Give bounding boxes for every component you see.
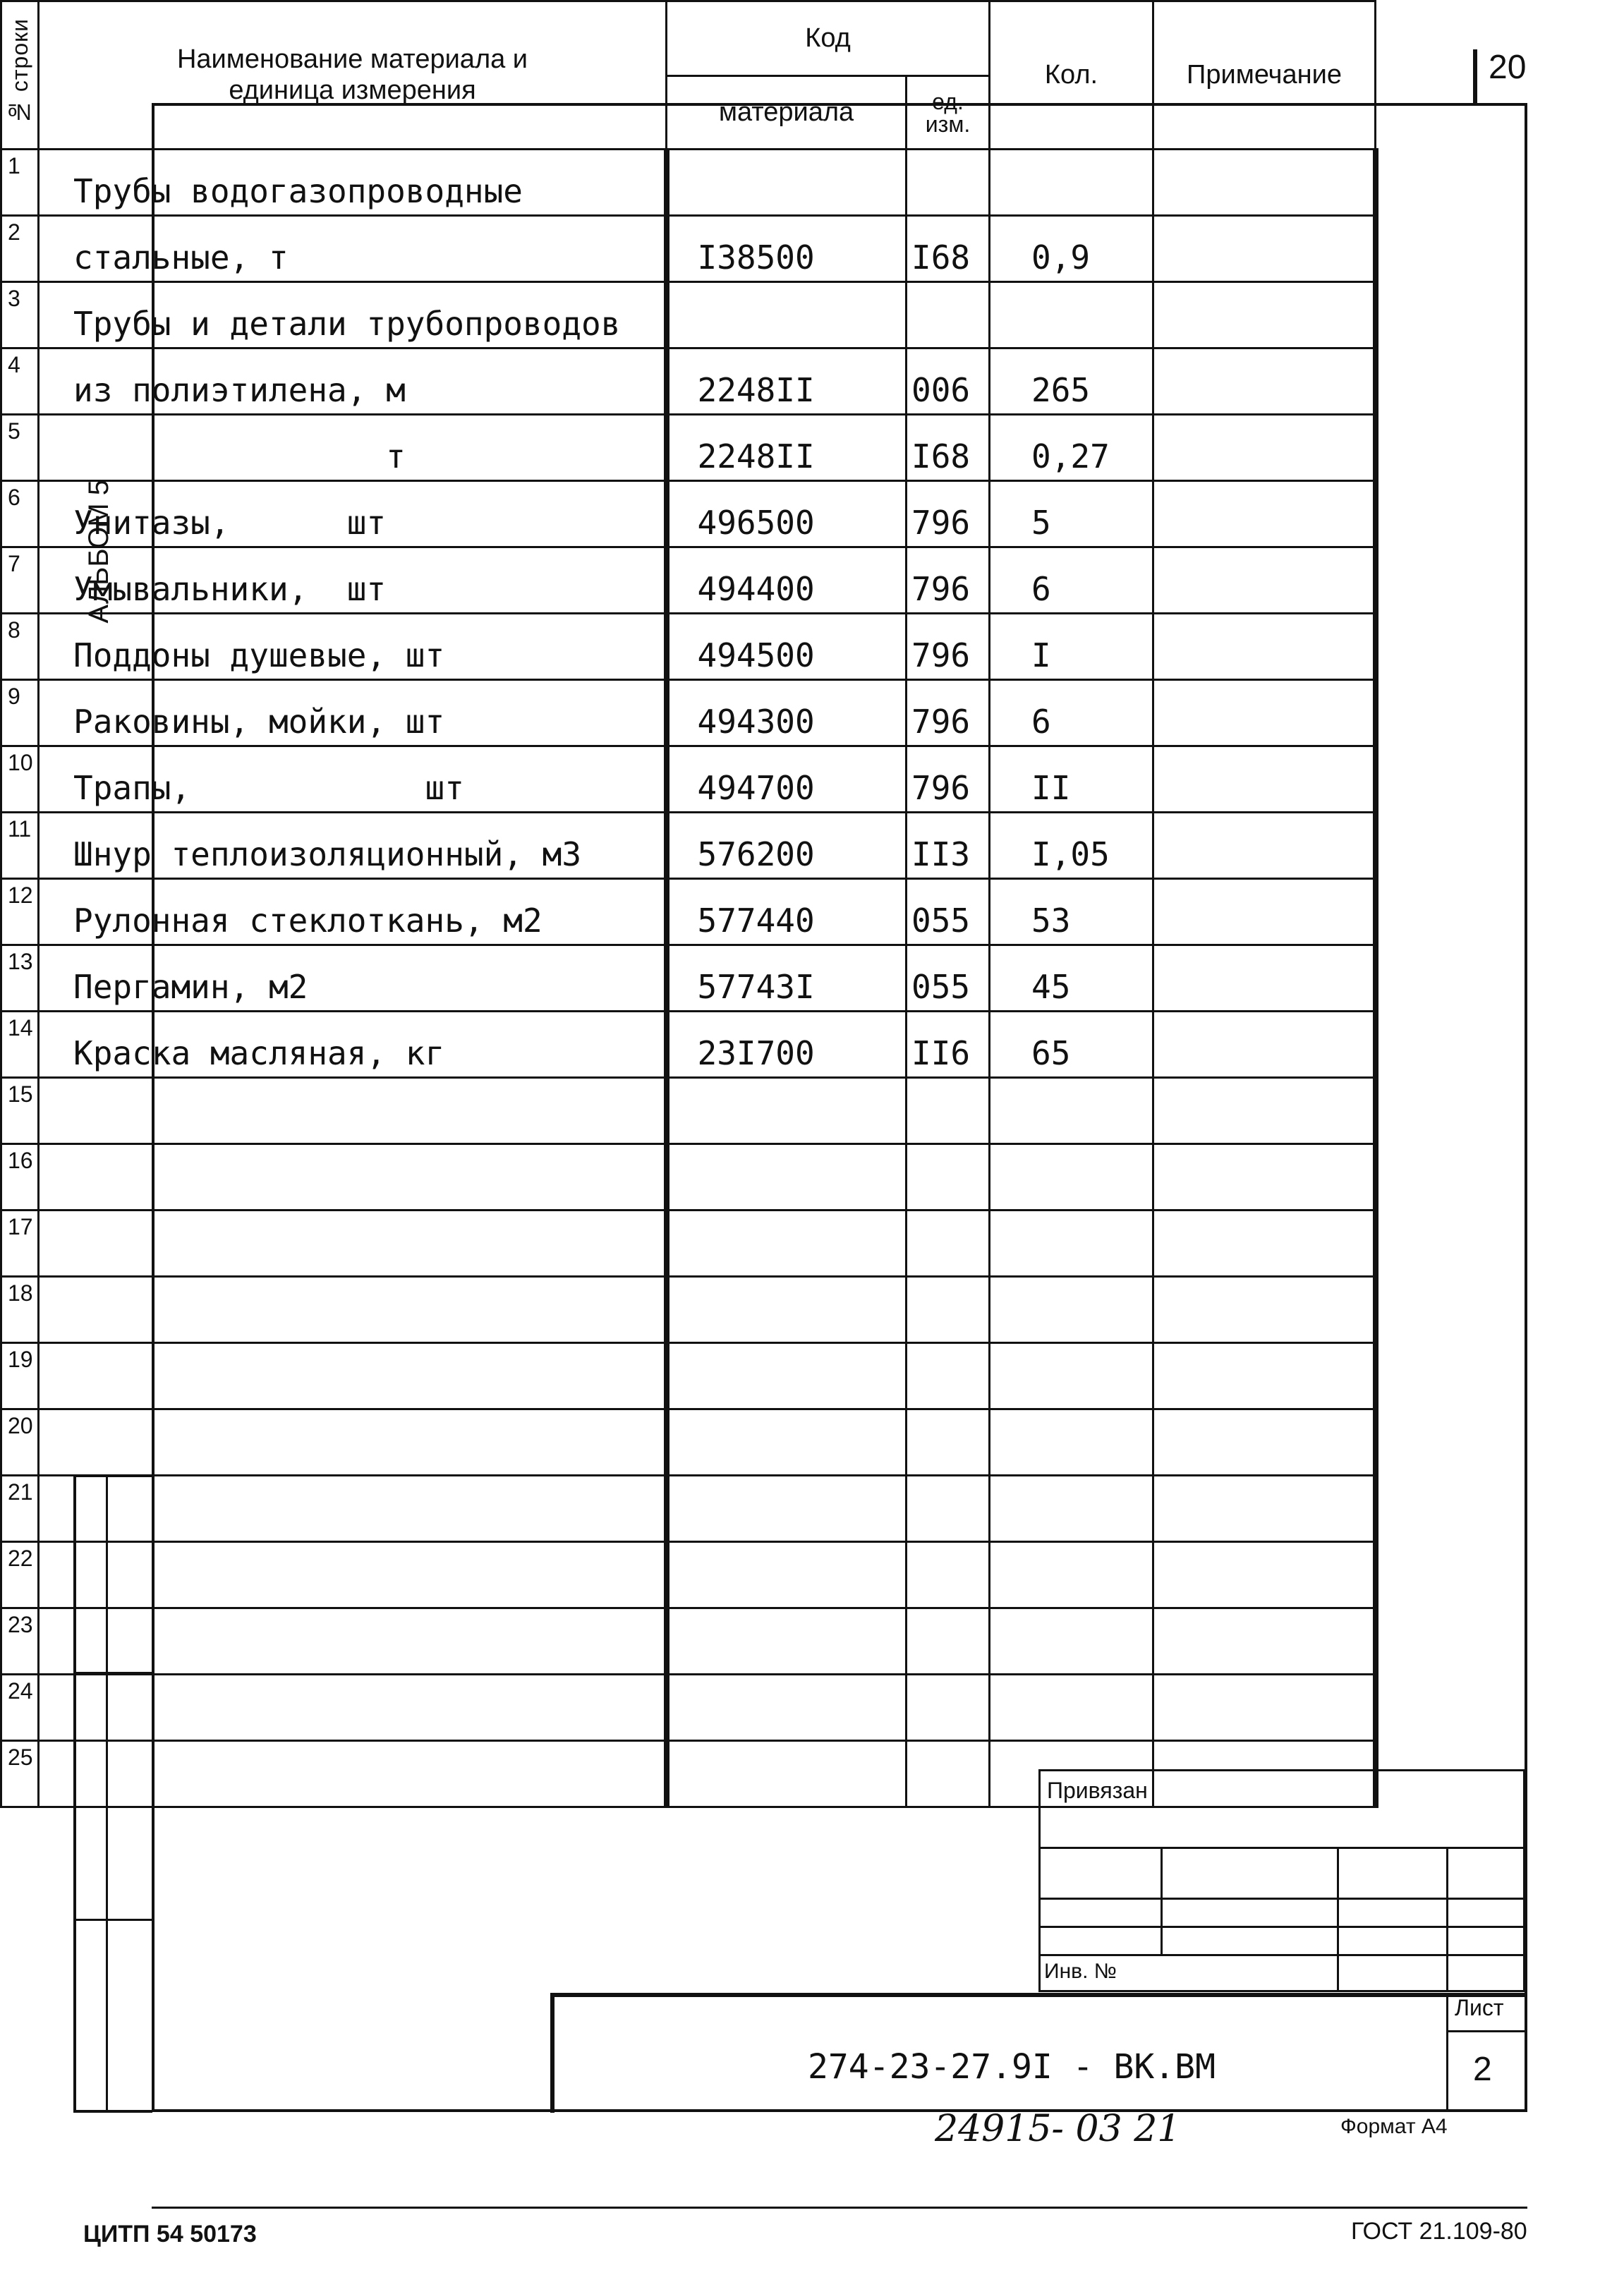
sheet-divider xyxy=(1446,2030,1527,2032)
unit-code-cell: II6 xyxy=(907,1012,990,1078)
quantity-cell: 0,27 xyxy=(990,415,1153,481)
header-note: Примечание xyxy=(1153,1,1376,150)
binding-divider xyxy=(73,1919,152,1921)
sheet-label: Лист xyxy=(1455,1995,1504,2020)
row-number-cell: 17 xyxy=(1,1211,39,1277)
quantity-cell: 0,9 xyxy=(990,216,1153,282)
binding-line xyxy=(1038,1926,1525,1928)
material-code-cell: 494300 xyxy=(667,680,907,746)
unit-code-cell: I68 xyxy=(907,216,990,282)
row-number-cell: 12 xyxy=(1,879,39,945)
quantity-cell: II xyxy=(990,746,1153,813)
unit-code-cell: 055 xyxy=(907,879,990,945)
row-number-cell: 16 xyxy=(1,1144,39,1211)
row-number-cell: 25 xyxy=(1,1741,39,1807)
row-number-cell: 5 xyxy=(1,415,39,481)
quantity-cell: 265 xyxy=(990,348,1153,415)
quantity-cell: 53 xyxy=(990,879,1153,945)
name-cell: Раковины, мойки, шт xyxy=(39,680,667,746)
quantity-cell: 65 xyxy=(990,1012,1153,1078)
gost-code: ГОСТ 21.109-80 xyxy=(1351,2218,1527,2245)
row-number-cell: 21 xyxy=(1,1476,39,1542)
material-code-cell: 576200 xyxy=(667,813,907,879)
header-unit-line2: изм. xyxy=(925,111,971,137)
row-number-cell: 14 xyxy=(1,1012,39,1078)
material-code-cell: 57743I xyxy=(667,945,907,1012)
binding-strip xyxy=(73,1474,152,2113)
page-number: 20 xyxy=(1489,49,1527,86)
name-cell: Унитазы, шт xyxy=(39,481,667,547)
name-cell: Пергамин, м2 xyxy=(39,945,667,1012)
name-cell: Краска масляная, кг xyxy=(39,1012,667,1078)
material-code-cell: 577440 xyxy=(667,879,907,945)
row-number-cell: 15 xyxy=(1,1078,39,1144)
sheet-number: 2 xyxy=(1473,2051,1492,2088)
material-code-cell: 494700 xyxy=(667,746,907,813)
unit-code-cell: 796 xyxy=(907,746,990,813)
row-number-cell: 2 xyxy=(1,216,39,282)
header-qty: Кол. xyxy=(990,1,1153,150)
binding-line xyxy=(1446,1847,1448,1992)
binding-line xyxy=(1161,1847,1163,1954)
row-number-cell: 13 xyxy=(1,945,39,1012)
row-number-cell: 8 xyxy=(1,614,39,680)
quantity-cell: 5 xyxy=(990,481,1153,547)
name-cell: Трубы водогазопроводные xyxy=(39,150,667,216)
unit-code-cell: 055 xyxy=(907,945,990,1012)
album-label: АЛЬБОМ 5 xyxy=(83,480,114,624)
header-name-line2: единица измерения xyxy=(229,75,476,105)
binding-divider xyxy=(106,1474,108,2113)
document-code: 274-23-27.9I - ВК.ВМ xyxy=(808,2047,1216,2087)
inventory-label: Инв. № xyxy=(1044,1960,1117,1983)
registration-number: 24915- 03 21 xyxy=(935,2108,1181,2150)
binding-line xyxy=(1038,1954,1525,1956)
material-code-cell: 496500 xyxy=(667,481,907,547)
unit-code-cell: 796 xyxy=(907,481,990,547)
material-code-cell: 2248II xyxy=(667,415,907,481)
unit-code-cell: 006 xyxy=(907,348,990,415)
row-number-cell: 23 xyxy=(1,1608,39,1675)
unit-code-cell: 796 xyxy=(907,680,990,746)
row-number-cell: 20 xyxy=(1,1409,39,1476)
material-code-cell: 494500 xyxy=(667,614,907,680)
unit-code-cell: 796 xyxy=(907,614,990,680)
row-number-cell: 22 xyxy=(1,1542,39,1608)
row-number-cell: 10 xyxy=(1,746,39,813)
row-number-cell: 9 xyxy=(1,680,39,746)
name-cell: Трубы и детали трубопроводов xyxy=(39,282,667,348)
header-material: материала xyxy=(667,76,907,150)
org-code: ЦИТП 54 50173 xyxy=(83,2221,257,2247)
name-cell: из полиэтилена, м xyxy=(39,348,667,415)
name-cell: Шнур теплоизоляционный, м3 xyxy=(39,813,667,879)
material-code-cell: 2248II xyxy=(667,348,907,415)
binding-line xyxy=(1038,1847,1525,1849)
row-number-cell: 4 xyxy=(1,348,39,415)
row-number-cell: 7 xyxy=(1,547,39,614)
material-code-cell: I38500 xyxy=(667,216,907,282)
quantity-cell: 45 xyxy=(990,945,1153,1012)
row-number-cell: 1 xyxy=(1,150,39,216)
name-cell: т xyxy=(39,415,667,481)
unit-code-cell: II3 xyxy=(907,813,990,879)
header-row-no: № строки xyxy=(1,1,39,150)
quantity-cell: I,05 xyxy=(990,813,1153,879)
name-cell: Трапы, шт xyxy=(39,746,667,813)
row-number-cell: 19 xyxy=(1,1343,39,1409)
quantity-cell: 6 xyxy=(990,547,1153,614)
footer-line xyxy=(152,2207,1527,2209)
header-name-line1: Наименование материала и xyxy=(176,44,528,74)
name-cell: Рулонная стеклоткань, м2 xyxy=(39,879,667,945)
row-number-cell: 3 xyxy=(1,282,39,348)
name-cell: стальные, т xyxy=(39,216,667,282)
binding-line xyxy=(1038,1898,1525,1900)
unit-code-cell: 796 xyxy=(907,547,990,614)
binding-divider xyxy=(73,1672,152,1674)
row-number-cell: 18 xyxy=(1,1277,39,1343)
header-code: Код xyxy=(667,1,990,76)
name-cell: Умывальники, шт xyxy=(39,547,667,614)
quantity-cell: 6 xyxy=(990,680,1153,746)
unit-code-cell: I68 xyxy=(907,415,990,481)
format-label: Формат А4 xyxy=(1340,2115,1448,2138)
quantity-cell: I xyxy=(990,614,1153,680)
header-unit-line1: ед. xyxy=(932,88,964,114)
material-code-cell: 494400 xyxy=(667,547,907,614)
name-cell: Поддоны душевые, шт xyxy=(39,614,667,680)
material-code-cell: 23I700 xyxy=(667,1012,907,1078)
row-number-cell: 24 xyxy=(1,1675,39,1741)
bound-label: Привязан xyxy=(1047,1778,1148,1803)
binding-line xyxy=(1337,1847,1339,1992)
row-number-cell: 6 xyxy=(1,481,39,547)
row-number-cell: 11 xyxy=(1,813,39,879)
